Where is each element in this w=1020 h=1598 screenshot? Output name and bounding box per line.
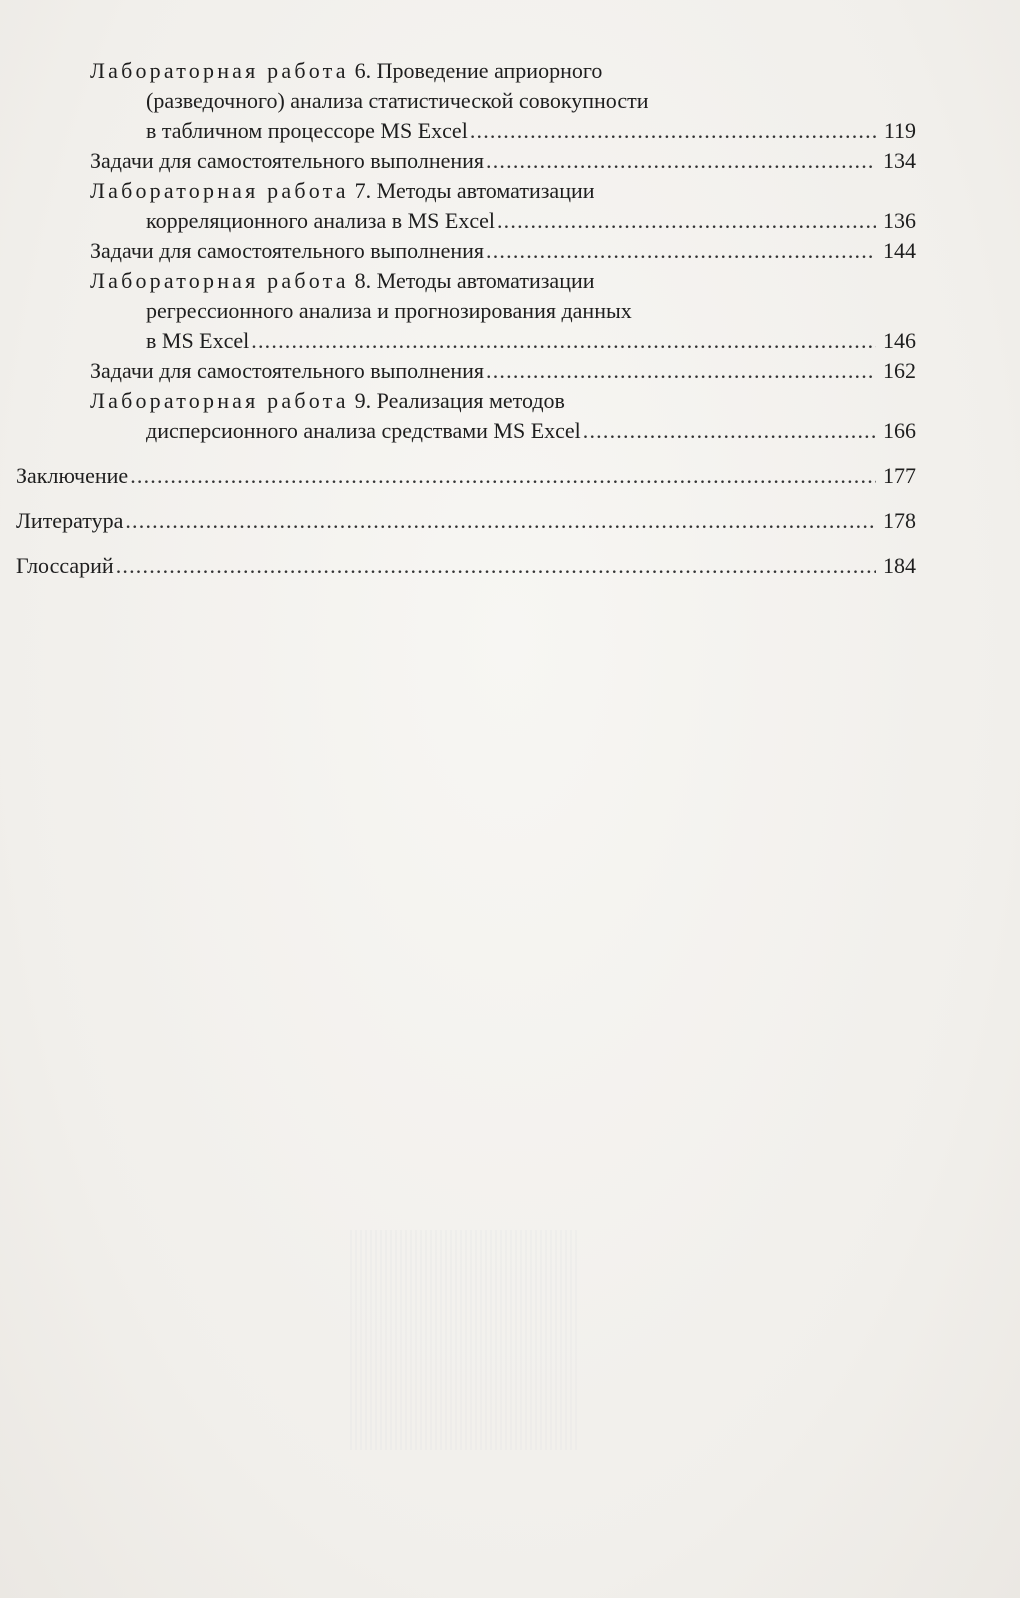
lab-title-line: 6. Проведение априорного (354, 58, 603, 83)
entry-title: Литература (16, 508, 124, 533)
toc-entry-lab7-heading (90, 176, 916, 206)
page-number: 162 (883, 358, 916, 383)
lab-title-line: 9. Реализация методов (354, 388, 565, 413)
page-number: 178 (883, 508, 916, 533)
page-number: 119 (883, 118, 916, 143)
lab-title-line: 8. Методы автоматизации (354, 268, 595, 293)
lab-title-line: в табличном процессоре MS Excel (146, 118, 468, 143)
page-number: 134 (883, 148, 916, 173)
toc-entry-lab8-continuation (146, 296, 916, 326)
toc-entry-lab8-last-line (146, 326, 916, 356)
dot-leader (116, 551, 876, 581)
dot-leader (486, 146, 876, 176)
lab-prefix: Лабораторная работа (90, 268, 349, 293)
toc-entry-glossary (16, 551, 916, 581)
toc-entry-conclusion (16, 461, 916, 491)
dot-leader (583, 416, 876, 446)
page-number: 146 (883, 328, 916, 353)
toc-entry-lab6-last-line (146, 116, 916, 146)
entry-title: Задачи для самостоятельного выполнения (90, 148, 485, 173)
page-number: 166 (883, 418, 916, 443)
entry-title: Задачи для самостоятельного выполнения (90, 358, 485, 383)
dot-leader (470, 116, 876, 146)
toc-entry-literature (16, 506, 916, 536)
lab-title-line: 7. Методы автоматизации (354, 178, 595, 203)
lab-title-line: регрессионного анализа и прогнозирования данных (146, 298, 632, 323)
entry-title: Заключение (16, 463, 129, 488)
toc-entry-tasks (90, 236, 916, 266)
dot-leader (130, 461, 876, 491)
toc-entry-lab6-heading (90, 56, 916, 86)
toc-entry-lab9-last-line (146, 416, 916, 446)
lab-title-line: дисперсионного анализа средствами MS Excel (146, 418, 581, 443)
dot-leader (251, 326, 876, 356)
lab-title-line: корреляционного анализа в MS Excel (146, 208, 495, 233)
dot-leader (497, 206, 876, 236)
page-number: 177 (883, 463, 916, 488)
lab-prefix: Лабораторная работа (90, 178, 349, 203)
show-through-barcode (350, 1230, 580, 1450)
dot-leader (486, 356, 876, 386)
toc-entry-lab7-last-line (146, 206, 916, 236)
page-number: 184 (883, 553, 916, 578)
toc-entry-lab8-heading (90, 266, 916, 296)
lab-prefix: Лабораторная работа (90, 388, 349, 413)
table-of-contents (16, 56, 916, 581)
entry-title: Глоссарий (16, 553, 114, 578)
toc-entry-lab6-continuation (146, 86, 916, 116)
dot-leader (125, 506, 876, 536)
entry-title: Задачи для самостоятельного выполнения (90, 238, 485, 263)
dot-leader (486, 236, 876, 266)
page-number: 136 (883, 208, 916, 233)
toc-entry-tasks (90, 356, 916, 386)
lab-prefix: Лабораторная работа (90, 58, 349, 83)
lab-title-line: в MS Excel (146, 328, 250, 353)
toc-entry-lab9-heading (90, 386, 916, 416)
toc-entry-tasks (90, 146, 916, 176)
lab-title-line: (разведочного) анализа статистической совокупности (146, 88, 649, 113)
page-number: 144 (883, 238, 916, 263)
